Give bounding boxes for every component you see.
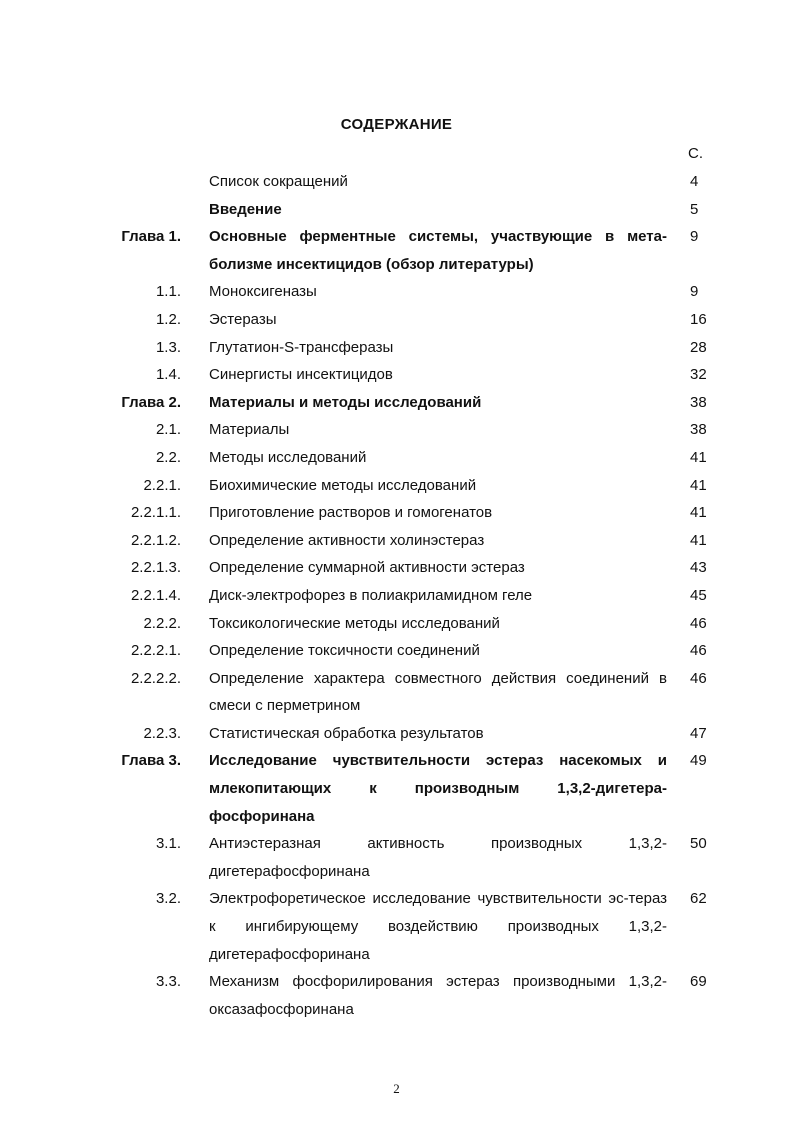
toc-entry-number: Глава 2. (121, 393, 181, 411)
toc-entry-page: 46 (690, 614, 707, 632)
toc-entry (0, 278, 793, 306)
toc-entry-title: Эстеразы (209, 310, 277, 328)
toc-entry-title: Основные ферментные системы, участвующие в мета-болизме инсектицидов (обзор литературы) (209, 228, 667, 273)
toc-entry (0, 720, 793, 748)
toc-entry (0, 610, 793, 638)
toc-entry-number: 2.2.2.1. (130, 642, 181, 660)
toc-entry-title: Моноксигеназы (209, 283, 317, 301)
toc-entry-title: Методы исследований (209, 448, 367, 466)
toc-entry-page: 9 (690, 228, 699, 246)
toc-entry (0, 168, 793, 196)
toc-entry (0, 361, 793, 389)
toc-entry-title: Введение (209, 200, 282, 218)
toc-entry (0, 830, 793, 885)
toc-entry (0, 444, 793, 472)
toc-entry-page: 62 (690, 890, 707, 908)
toc-entry-page: 4 (690, 173, 699, 190)
toc-entry-title: Приготовление растворов и гомогенатов (209, 504, 493, 522)
toc-entry-number: 2.2.1.1. (130, 504, 181, 522)
toc-entry-number: 2.2.1.2. (130, 531, 181, 549)
toc-entry-page: 49 (690, 752, 707, 770)
toc-entry-title: Электрофоретическое исследование чувствительности эс-тераз к ингибирующему воздействию производных 1,3,2-дигетерафосфоринана (209, 890, 667, 963)
toc-entry-title: Определение токсичности соединений (209, 642, 480, 660)
toc-entry-title: Определение суммарной активности эстераз (209, 559, 525, 577)
toc-entry (0, 885, 793, 968)
toc-entry-number: 1.1. (155, 283, 181, 301)
toc-entry-title: Определение активности холинэстераз (209, 531, 485, 549)
page-column-label: С. (688, 145, 703, 162)
toc-entry-number: 3.1. (155, 835, 181, 853)
toc-entry-page: 45 (690, 586, 707, 604)
toc-entry-number: 2.2.1.3. (130, 559, 181, 577)
toc-entry-title: Материалы (209, 421, 290, 439)
toc-entry-title: Антиэстеразная активность производных 1,3,2-дигетерафосфоринана (209, 835, 667, 880)
toc-entry (0, 196, 793, 224)
toc-entry-number: 3.2. (155, 890, 181, 908)
toc-entry-title: Исследование чувствительности эстераз насекомых и млекопитающих к производным 1,3,2-дигетера-фосфоринана (209, 752, 667, 825)
toc-entry-page: 43 (690, 559, 707, 577)
toc-entry (0, 334, 793, 362)
toc-entry-number: 1.2. (155, 310, 181, 328)
toc-entry (0, 582, 793, 610)
toc-entry-number: 2.2.1.4. (130, 586, 181, 604)
toc-entry-number: 2.2.1. (143, 476, 181, 494)
toc-entry-number: 2.2. (155, 448, 181, 466)
toc-entry-title: Статистическая обработка результатов (209, 724, 484, 742)
toc-entry-number: 2.1. (155, 421, 181, 439)
toc-entry-page: 41 (690, 476, 707, 494)
toc-entry-page: 32 (690, 366, 707, 384)
toc-entry-title: Определение характера совместного действия соединений в смеси с перметрином (209, 669, 667, 715)
toc-entry (0, 472, 793, 500)
toc-entry-number: Глава 1. (121, 228, 181, 246)
footer-page-number: 2 (393, 1081, 400, 1096)
toc-entry-number: 2.2.2. (143, 614, 181, 632)
toc-entry-number: 1.3. (155, 338, 181, 356)
toc-entry-page: 41 (690, 504, 707, 522)
toc-entry-title: Синергисты инсектицидов (209, 366, 393, 384)
toc-entry-title: Список сокращений (209, 173, 348, 190)
toc-entry-number: 2.2.2.2. (130, 669, 181, 687)
toc-entry-title: Биохимические методы исследований (209, 476, 477, 494)
toc-entry (0, 637, 793, 665)
toc-entry (0, 527, 793, 555)
toc-entry-title: Токсикологические методы исследований (209, 614, 500, 632)
toc-entry-page: 46 (690, 669, 707, 687)
toc-entry-title: Механизм фосфорилирования эстераз производными 1,3,2-оксазафосфоринана (209, 973, 667, 1018)
toc-entry (0, 665, 793, 720)
toc-entry-title: Глутатион-S-трансферазы (209, 338, 394, 356)
toc-entry-page: 47 (690, 724, 707, 742)
toc-entry-number: 2.2.3. (143, 724, 181, 742)
toc-entry-number: Глава 3. (121, 752, 181, 770)
toc-entry-page: 9 (690, 283, 699, 301)
toc-entry-page: 38 (690, 421, 707, 439)
toc-entry-page: 41 (690, 531, 707, 549)
toc-entry (0, 389, 793, 417)
toc-entry-page: 38 (690, 393, 707, 411)
table-of-contents (0, 168, 793, 1023)
toc-entry-page: 50 (690, 835, 707, 853)
toc-entry-number: 3.3. (155, 973, 181, 991)
toc-entry (0, 223, 793, 278)
toc-entry-page: 5 (690, 200, 699, 218)
toc-entry-title: Материалы и методы исследований (209, 393, 482, 411)
toc-entry (0, 747, 793, 830)
toc-entry-page: 16 (690, 310, 707, 328)
toc-entry-page: 46 (690, 642, 707, 660)
toc-entry-number: 1.4. (155, 366, 181, 384)
toc-entry (0, 554, 793, 582)
toc-entry-page: 69 (690, 973, 707, 991)
toc-entry (0, 499, 793, 527)
toc-entry (0, 968, 793, 1023)
toc-entry (0, 306, 793, 334)
toc-entry-page: 28 (690, 338, 707, 356)
toc-entry (0, 416, 793, 444)
page-title: СОДЕРЖАНИЕ (340, 116, 453, 133)
toc-entry-title: Диск-электрофорез в полиакриламидном геле (209, 586, 533, 604)
toc-entry-page: 41 (690, 448, 707, 466)
